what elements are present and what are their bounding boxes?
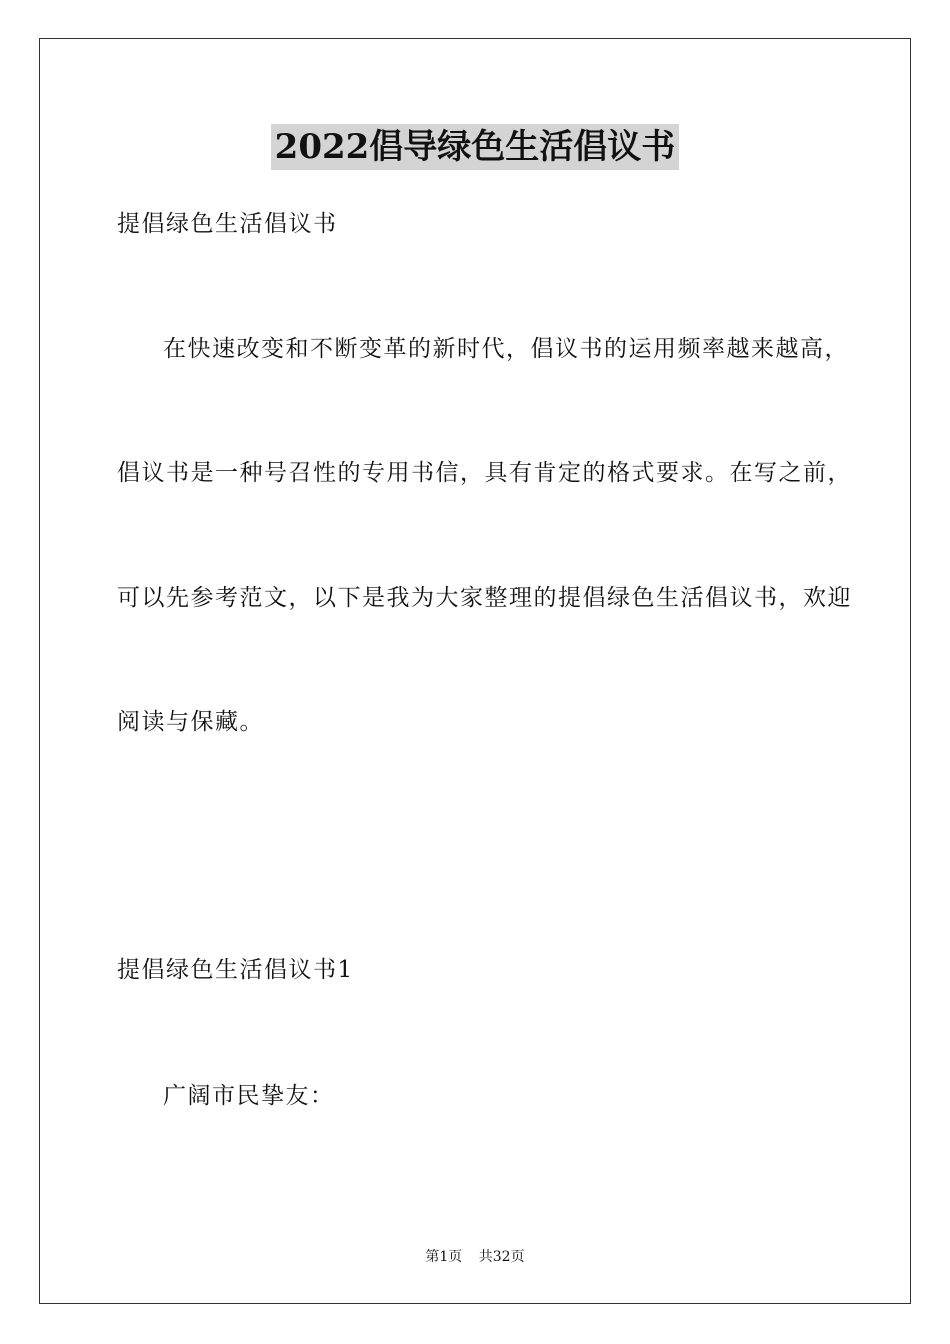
document-title: 2022倡导绿色生活倡议书 [271, 124, 680, 170]
page-total: 共32页 [478, 1249, 525, 1265]
page-footer [0, 1247, 950, 1267]
intro-line-3: 可以先参考范文，以下是我为大家整理的提倡绿色生活倡议书，欢迎 [117, 585, 852, 611]
intro-line-2: 倡议书是一种号召性的专用书信，具有肯定的格式要求。在写之前， [117, 460, 852, 486]
section-heading: 提倡绿色生活倡议书1 [117, 957, 354, 983]
intro-line-4: 阅读与保藏。 [117, 709, 264, 735]
salutation: 广阔市民挚友： [163, 1083, 335, 1109]
document-subtitle: 提倡绿色生活倡议书 [117, 211, 338, 237]
intro-line-1: 在快速改变和不断变革的新时代，倡议书的运用频率越来越高， [163, 336, 849, 362]
title-container [0, 124, 950, 170]
page-number: 第1页 [425, 1249, 463, 1265]
